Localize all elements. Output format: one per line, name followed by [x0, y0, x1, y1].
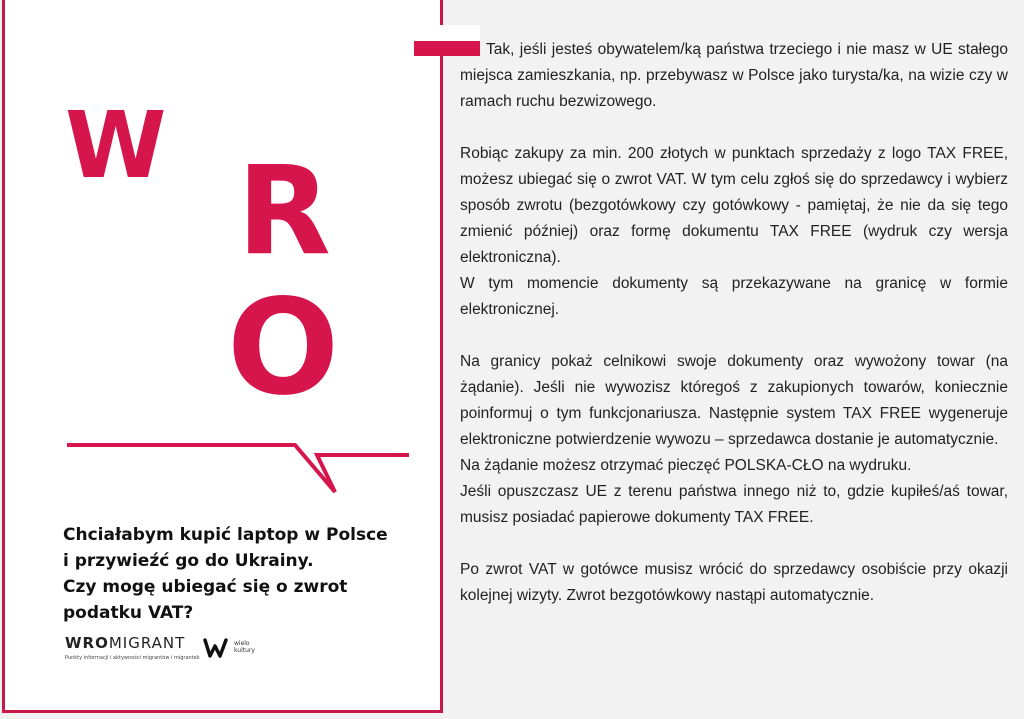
- logo-wro-bold: WRO: [65, 634, 109, 652]
- wromigrant-logo: [65, 634, 185, 652]
- paragraph: W tym momencie dokumenty są przekazywane na granicę w formie elektronicznej.: [460, 275, 1008, 318]
- paragraph: Jeśli opuszczasz UE z terenu państwa innego niż to, gdzie kupiłeś/aś towar, musisz posiadać papierowe dokumenty TAX FREE.: [460, 483, 1008, 526]
- paragraph: Tak, jeśli jesteś obywatelem/ką państwa trzeciego i nie masz w UE stałego miejsca zamieszkania, np. przebywasz w Polsce jako turysta/ka, na wizie czy w ramach ruchu bezwizowego.: [460, 41, 1008, 110]
- paragraph: Po zwrot VAT w gotówce musisz wrócić do sprzedawcy osobiście przy okazji kolejnej wizyty. Zwrot bezgotówkowy nastąpi automatycznie.: [460, 561, 1008, 604]
- paragraph: Na granicy pokaż celnikowi swoje dokumenty oraz wywożony towar (na żądanie). Jeśli nie wywozisz któregoś z zakupionych towarów, koniecznie poinformuj o tym funkcjonariusza. Następnie system TAX FREE wygeneruje elektroniczne potwierdzenie wywozu – sprzedawca dostanie je automatycznie.: [460, 353, 1008, 448]
- partner-line: kultury: [234, 647, 255, 654]
- wro-letter-w: W: [65, 92, 167, 199]
- question-line: Chciałabym kupić laptop w Polsce: [63, 525, 388, 545]
- speech-bubble-line: [5, 0, 446, 520]
- question-line: podatku VAT?: [63, 603, 194, 623]
- question-line: Czy mogę ubiegać się o zwrot: [63, 577, 348, 597]
- partner-line: wielo: [234, 640, 250, 647]
- question-line: i przywieźć go do Ukrainy.: [63, 551, 314, 571]
- wielokultury-logo-text: [234, 640, 255, 654]
- logo-tagline: Punkty informacji i aktywności migrantów i migrantek: [65, 655, 200, 661]
- wro-letter-o: O: [227, 271, 340, 425]
- wielokultury-logo-icon: [203, 637, 231, 659]
- left-panel: [2, 0, 443, 713]
- paragraph: Na żądanie możesz otrzymać pieczęć POLSKA-CŁO na wydruku.: [460, 457, 912, 474]
- logo-migrant: MIGRANT: [108, 634, 186, 652]
- question-heading: [63, 522, 433, 626]
- wro-letter-r: R: [237, 140, 331, 282]
- paragraph: Robiąc zakupy za min. 200 złotych w punktach sprzedaży z logo TAX FREE, możesz ubiegać się o zwrot VAT. W tym celu zgłoś się do sprzedawcy i wybierz sposób zwrotu (bezgotówkowy czy gotówkowy - pamiętaj, że nie da się tego zmienić później) oraz formę dokumentu TAX FREE (wydruk czy wersja elektroniczna).: [460, 145, 1008, 266]
- answer-text: [460, 37, 1008, 609]
